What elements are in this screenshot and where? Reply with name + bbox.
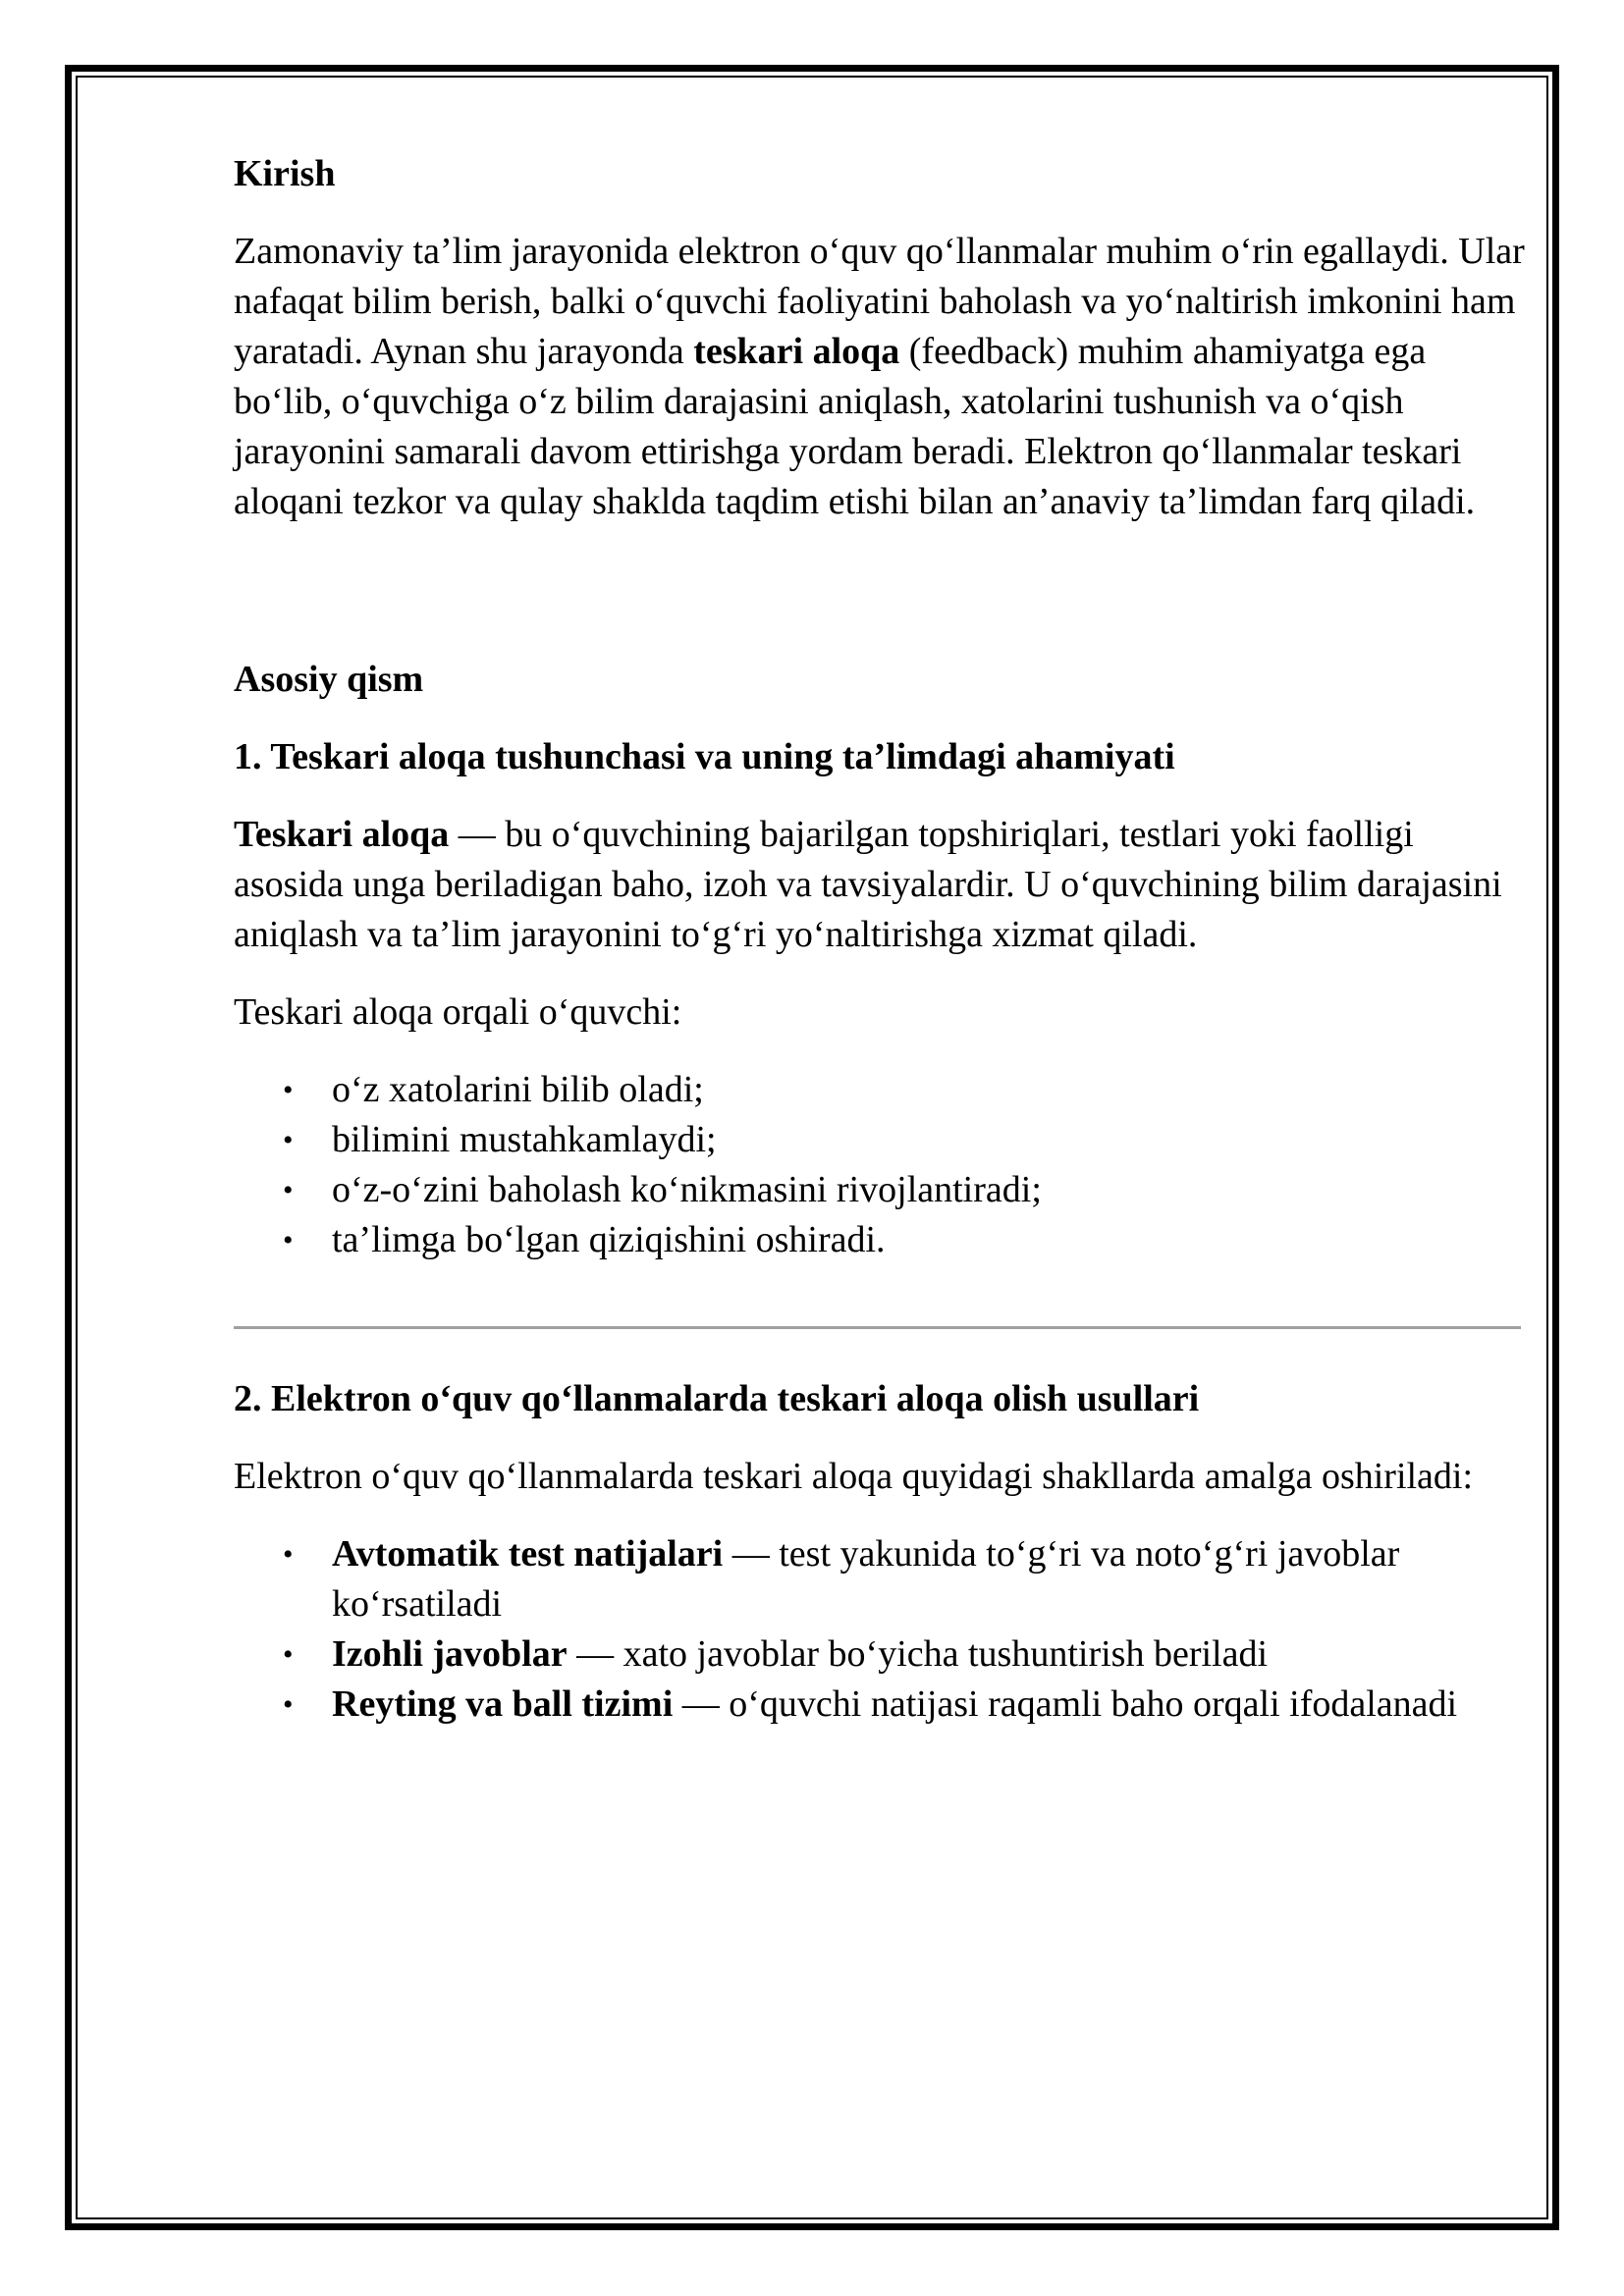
list-item-text: — xato javoblar bo‘yicha tushuntirish beriladi: [567, 1633, 1269, 1675]
section2-heading: 2. Elektron o‘quv qo‘llanmalarda teskari aloqa olish usullari: [234, 1378, 1200, 1419]
section1-list: [234, 1065, 1530, 1265]
section1-lead: Teskari aloqa orqali o‘quvchi:: [234, 991, 682, 1033]
list-item: • ta’limga bo‘lgan qiziqishini oshiradi.: [332, 1215, 1530, 1265]
list-item-text: — test yakunida to‘g‘ri va noto‘g‘ri javoblar ko‘rsatiladi: [332, 1533, 1400, 1625]
list-item-text: — o‘quvchi natijasi raqamli baho orqali ifodalanadi: [673, 1683, 1458, 1725]
section1-heading: 1. Teskari aloqa tushunchasi va uning ta’limdagi ahamiyati: [234, 736, 1175, 777]
list-item: [332, 1629, 1530, 1680]
list-item-term: Reyting va ball tizimi: [332, 1683, 674, 1725]
asosiy-heading: Asosiy qism: [234, 659, 424, 700]
list-item: • bilimini mustahkamlaydi;: [332, 1115, 1530, 1165]
intro-paragraph: [234, 227, 1530, 527]
list-item-term: Izohli javoblar: [332, 1633, 568, 1675]
intro-text-part1: Zamonaviy ta’lim jarayonida elektron o‘quv qo‘llanmalar muhim o‘rin egallaydi. Ular nafaqat bilim berish, balki o‘quvchi faoliyatini baholash va yo‘naltirish imkonini ham yaratadi. Aynan shu jarayonda: [234, 231, 1525, 372]
list-item: • o‘z xatolarini bilib oladi;: [332, 1065, 1530, 1115]
list-item: [332, 1529, 1530, 1629]
section2-list: [234, 1529, 1530, 1730]
definition-paragraph: [234, 810, 1530, 960]
section2-lead: Elektron o‘quv qo‘llanmalarda teskari aloqa quyidagi shakllarda amalga oshiriladi:: [234, 1456, 1474, 1497]
intro-text-bold: teskari aloqa: [693, 331, 900, 372]
list-item: • o‘z-o‘zini baholash ko‘nikmasini rivojlantiradi;: [332, 1165, 1530, 1215]
horizontal-rule: [234, 1326, 1521, 1329]
list-item: [332, 1680, 1530, 1730]
definition-text: — bu o‘quvchining bajarilgan topshiriqlari, testlari yoki faolligi asosida unga beriladigan baho, izoh va tavsiyalardir. U o‘quvchining bilim darajasini aniqlash va ta’lim jarayonini to‘g‘ri yo‘naltirishga xizmat qiladi.: [234, 814, 1502, 955]
definition-term: Teskari aloqa: [234, 814, 450, 855]
list-item-term: Avtomatik test natijalari: [332, 1533, 724, 1575]
document-body: [234, 149, 1530, 1730]
intro-text-part2: (feedback) muhim ahamiyatga ega bo‘lib, o‘quvchiga o‘z bilim darajasini aniqlash, xatolarini tushunish va o‘qish jarayonini samarali davom ettirishga yordam beradi. Elektron qo‘llanmalar teskari aloqani tezkor va qulay shaklda taqdim etishi bilan an’anaviy ta’limdan farq qiladi.: [234, 331, 1476, 522]
kirish-heading: Kirish: [234, 153, 336, 194]
